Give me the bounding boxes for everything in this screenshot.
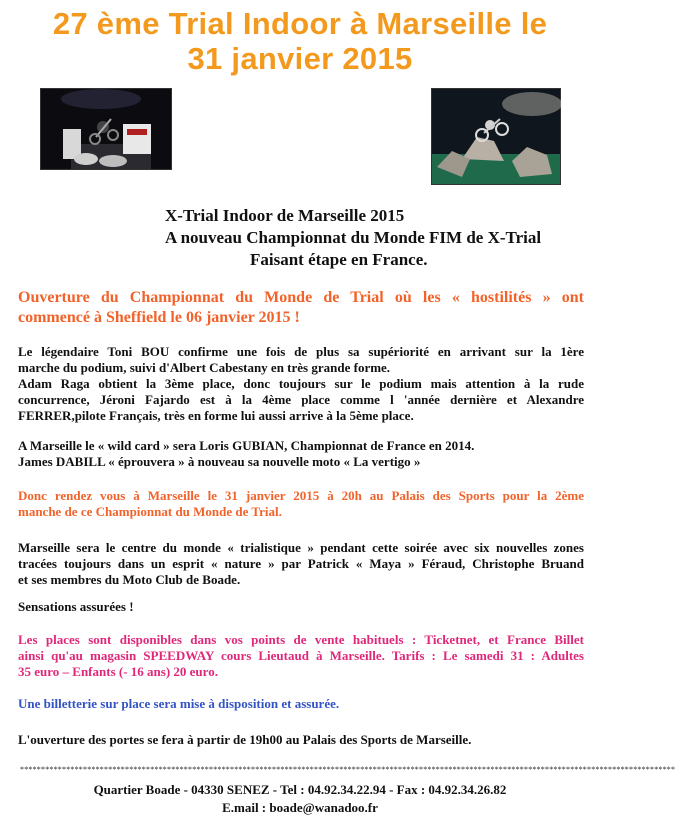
tickets-line-1: Les places sont disponibles dans vos points de vente habituels : Ticketnet, et France Billet xyxy=(18,632,584,647)
rendezvous-line-2: manche de ce Championnat du Monde de Trial. xyxy=(18,504,282,519)
footer-email: E.mail : boade@wanadoo.fr xyxy=(222,800,378,815)
riders-line-1: A Marseille le « wild card » sera Loris GUBIAN, Championnat de France en 2014. xyxy=(18,438,475,453)
tickets-line-3: 35 euro – Enfants (- 16 ans) 20 euro. xyxy=(18,664,218,679)
results-paragraph xyxy=(18,344,584,424)
star-divider: ************************************************************************************************************************************************************ xyxy=(20,765,675,774)
box-office-line: Une billetterie sur place sera mise à disposition et assurée. xyxy=(18,696,340,711)
subtitle-line-2: A nouveau Championnat du Monde FIM de X-Trial xyxy=(165,228,542,247)
results-line-5: FERRER,pilote Français, très en forme lui aussi arrive à la 5ème place. xyxy=(18,408,414,423)
results-line-1: Le légendaire Toni BOU confirme une fois de plus sa supériorité en arrivant sur la 1ère xyxy=(18,344,584,359)
riders-line-2: James DABILL « éprouvera » à nouveau sa nouvelle moto « La vertigo » xyxy=(18,454,421,469)
box-office-text xyxy=(18,696,584,712)
title-line-1: 27 ème Trial Indoor à Marseille le xyxy=(52,6,548,41)
page-title xyxy=(0,6,600,76)
results-line-2: marche du podium, suivi d'Albert Cabestany en très grande forme. xyxy=(18,360,391,375)
sensations-text xyxy=(18,599,584,615)
doors-line: L'ouverture des portes se fera à partir de 19h00 au Palais des Sports de Marseille. xyxy=(18,732,472,747)
sensations-line: Sensations assurées ! xyxy=(18,599,134,614)
rendezvous-line-1: Donc rendez vous à Marseille le 31 janvier 2015 à 20h au Palais des Sports pour la 2ème xyxy=(18,488,584,503)
photo-podium-trial xyxy=(40,88,172,170)
tickets-line-2: ainsi qu'au magasin SPEEDWAY cours Lieutaud à Marseille. Tarifs : Le samedi 31 : Adultes xyxy=(18,648,584,663)
intro-paragraph xyxy=(18,288,584,328)
zones-line-2: tracées toujours dans un esprit « nature » par Patrick « Maya » Féraud, Christophe Bruand xyxy=(18,556,584,571)
subtitle-line-3: Faisant étape en France. xyxy=(250,250,428,269)
results-line-3: Adam Raga obtient la 3ème place, donc toujours sur le podium mais attention à la rude xyxy=(18,376,584,391)
footer-address: Quartier Boade - 04330 SENEZ - Tel : 04.92.34.22.94 - Fax : 04.92.34.26.82 xyxy=(93,782,507,797)
subtitle-line-1: X-Trial Indoor de Marseille 2015 xyxy=(165,206,405,225)
intro-line-2: commencé à Sheffield le 06 janvier 2015 ! xyxy=(18,309,300,326)
intro-line-1: Ouverture du Championnat du Monde de Trial où les « hostilités » ont xyxy=(18,289,584,306)
photo-rider-rocks xyxy=(431,88,561,185)
title-line-2: 31 janvier 2015 xyxy=(187,41,413,76)
zones-paragraph xyxy=(18,540,584,588)
riders-paragraph xyxy=(18,438,584,470)
zones-line-3: et ses membres du Moto Club de Boade. xyxy=(18,572,241,587)
tickets-paragraph xyxy=(18,632,584,680)
zones-line-1: Marseille sera le centre du monde « trialistique » pendant cette soirée avec six nouvelles zones xyxy=(18,540,584,555)
results-line-4: concurrence, Jéroni Fajardo est à la 4ème place comme l 'année dernière et Alexandre xyxy=(18,392,584,407)
rendezvous-paragraph xyxy=(18,488,584,520)
doors-text xyxy=(18,732,584,748)
